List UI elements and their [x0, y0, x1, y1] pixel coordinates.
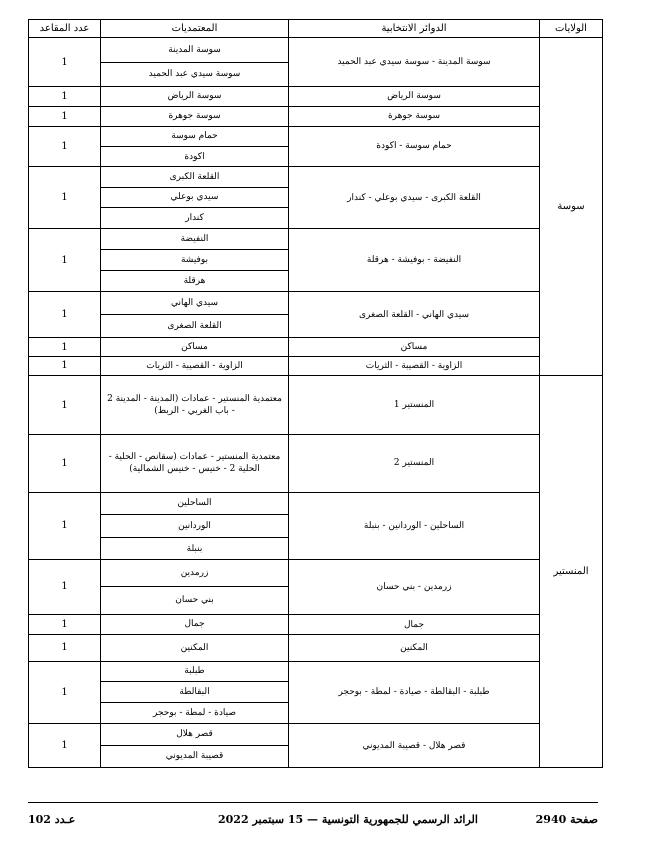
seats-cell: 1: [29, 560, 101, 614]
table-row: [29, 375, 603, 434]
delegation-item: بنبلة: [186, 543, 203, 554]
page-footer: [28, 802, 598, 843]
delegation-item: الساحلين: [101, 493, 288, 516]
delegation-item: جمال: [184, 619, 205, 630]
delegation-item: معتمدية المنستير - عمادات (المدينة - المدينة 2 - باب الغربي - الربط): [107, 393, 282, 417]
delegation-item: سيدي الهاني: [101, 292, 288, 315]
table-row: [29, 38, 603, 87]
delegations-cell: [101, 614, 289, 635]
circumscription-cell: سوسة المدينة - سوسة سيدي عبد الحميد: [289, 38, 540, 87]
delegation-item: طبلبة: [101, 662, 288, 683]
seats-cell: 1: [29, 126, 101, 167]
circumscription-cell: مساكن: [289, 338, 540, 357]
delegations-cell: [101, 560, 289, 614]
seats-cell: 1: [29, 87, 101, 107]
delegations-cell: [101, 167, 289, 229]
delegations-cell: [101, 338, 289, 357]
delegations-cell: [101, 38, 289, 87]
page-number: صفحة 2940: [535, 813, 598, 826]
table-row: [29, 106, 603, 126]
delegation-item: مساكن: [181, 342, 208, 353]
circumscription-cell: طبلبة - البقالطة - صيادة - لمطة - بوحجر: [289, 661, 540, 724]
delegations-cell: [101, 106, 289, 126]
delegation-item: قصر هلال: [101, 724, 288, 746]
delegation-item: البقالطة: [101, 682, 288, 703]
delegation-item: المكنين: [180, 642, 209, 653]
circumscription-cell: الزاوية - القصيبة - الثريات: [289, 357, 540, 376]
delegation-item: الوردانين: [101, 515, 288, 538]
delegation-item: الزاوية - القصيبة - الثريات: [146, 360, 243, 371]
delegations-cell: [101, 375, 289, 434]
delegations-cell: [101, 357, 289, 376]
circumscription-cell: قصر هلال - قصيبة المديوني: [289, 724, 540, 768]
delegations-cell: [101, 435, 289, 492]
seats-cell: 1: [29, 106, 101, 126]
seats-cell: 1: [29, 292, 101, 338]
circumscription-cell: القلعة الكبرى - سيدي بوعلي - كندار: [289, 167, 540, 229]
table-row: [29, 560, 603, 614]
delegation-item: بوفيشة: [101, 250, 288, 271]
table-row: [29, 724, 603, 768]
delegation-item: بني حسان: [175, 595, 214, 606]
circumscription-cell: حمام سوسة - اكودة: [289, 126, 540, 167]
delegations-cell: [101, 724, 289, 768]
seats-cell: 1: [29, 228, 101, 292]
delegations-cell: [101, 228, 289, 292]
seats-cell: 1: [29, 167, 101, 229]
delegation-item: زرمدين: [101, 560, 288, 587]
delegation-item: القلعة الكبرى: [101, 167, 288, 188]
delegation-item: القلعة الصغرى: [167, 321, 222, 332]
delegations-cell: [101, 661, 289, 724]
table-row: [29, 228, 603, 292]
circumscription-cell: زرمدين - بني حسان: [289, 560, 540, 614]
delegation-item: معتمدية المنستير - عمادات (سقانص - الحلية - الحلية 2 - خنيس - خنيس الشمالية): [108, 452, 281, 475]
circumscription-cell: سوسة جوهرة: [289, 106, 540, 126]
delegation-item: هرقلة: [183, 276, 206, 287]
delegation-item: سوسة جوهرة: [168, 111, 221, 122]
delegations-cell: [101, 635, 289, 661]
delegations-cell: [101, 292, 289, 338]
circumscription-cell: الساحلين - الوردانين - بنبلة: [289, 492, 540, 560]
seats-cell: 1: [29, 724, 101, 768]
table-row: [29, 614, 603, 635]
circumscription-cell: سوسة الرياض: [289, 87, 540, 107]
governorate-cell: سوسة: [540, 38, 603, 376]
delegation-item: سيدي بوعلي: [101, 188, 288, 209]
seats-cell: 1: [29, 492, 101, 560]
circumscription-cell: النفيضة - بوفيشة - هرقلة: [289, 228, 540, 292]
delegations-cell: [101, 87, 289, 107]
delegation-item: النفيضة: [101, 229, 288, 250]
seats-cell: 1: [29, 614, 101, 635]
seats-cell: 1: [29, 375, 101, 434]
issue-number: عـدد 102: [28, 813, 76, 826]
header-delegations: المعتمديات: [101, 20, 289, 38]
table-row: [29, 292, 603, 338]
seats-cell: 1: [29, 338, 101, 357]
circumscription-cell: سيدي الهاني - القلعة الصغرى: [289, 292, 540, 338]
header-row: [29, 20, 603, 38]
delegation-item: سوسة سيدي عبد الحميد: [148, 69, 241, 80]
table-row: [29, 126, 603, 167]
header-seats: عدد المقاعد: [29, 20, 101, 38]
circumscription-cell: جمال: [289, 614, 540, 635]
table-row: [29, 87, 603, 107]
table-row: [29, 167, 603, 229]
gazette-title: الرائد الرسمي للجمهورية التونسية — 15 سبتمبر 2022: [218, 813, 478, 826]
table-row: [29, 635, 603, 661]
districts-table: [28, 19, 603, 768]
header-circumscriptions: الدوائر الانتخابية: [289, 20, 540, 38]
table-row: [29, 357, 603, 376]
delegations-cell: [101, 492, 289, 560]
delegation-item: سوسة المدينة: [101, 38, 288, 63]
seats-cell: 1: [29, 635, 101, 661]
seats-cell: 1: [29, 661, 101, 724]
delegations-cell: [101, 126, 289, 167]
circumscription-cell: المكنين: [289, 635, 540, 661]
table-row: [29, 435, 603, 492]
delegation-item: كندار: [185, 212, 204, 223]
delegation-item: اكودة: [184, 151, 205, 162]
circumscription-cell: المنستير 2: [289, 435, 540, 492]
circumscription-cell: المنستير 1: [289, 375, 540, 434]
delegation-item: قصيبة المديوني: [165, 751, 224, 762]
governorate-cell: المنستير: [540, 375, 603, 767]
table-row: [29, 492, 603, 560]
table-row: [29, 661, 603, 724]
seats-cell: 1: [29, 435, 101, 492]
seats-cell: 1: [29, 357, 101, 376]
delegation-item: سوسة الرياض: [167, 91, 222, 102]
table-row: [29, 338, 603, 357]
seats-cell: 1: [29, 38, 101, 87]
header-governorates: الولايات: [540, 20, 603, 38]
delegation-item: صيادة - لمطة - بوحجر: [153, 708, 236, 719]
delegation-item: حمام سوسة: [101, 127, 288, 147]
